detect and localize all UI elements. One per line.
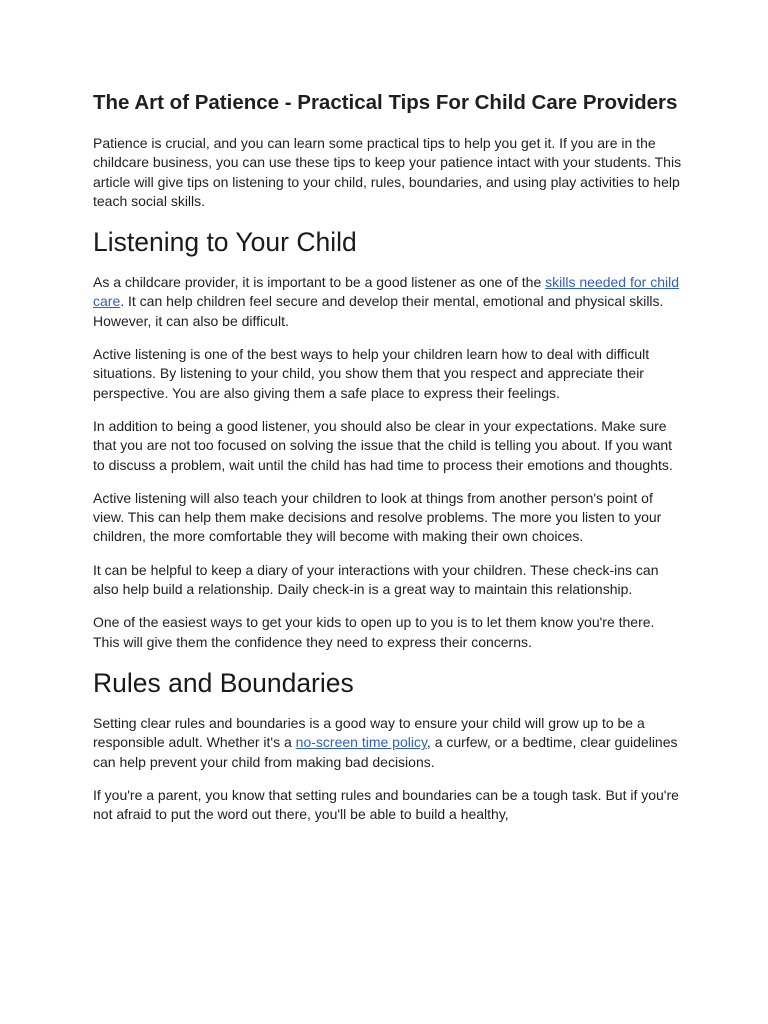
paragraph-text: Setting clear rules and boundaries is a good way to ensure your child will grow up to be a responsible adult. Whether it's a — [93, 714, 645, 751]
paragraph-text: . It can help children feel secure and develop their mental, emotional and physical skills. However, it can also be difficult. — [93, 293, 664, 329]
skills-needed-link[interactable]: skills needed for child care — [93, 274, 680, 310]
listening-paragraph-4: Active listening will also teach your children to look at things from another person's point of view. This can help them make decisions and resolve problems. The more you listen to your children, the more comfortable they will become with making their own choices. — [93, 489, 662, 545]
listening-paragraph-6: One of the easiest ways to get your kids to open up to you is to let them know you're there. This will give them the confidence they need to express their concerns. — [93, 614, 655, 650]
paragraph-text: , a curfew, or a bedtime, clear guidelines can help prevent your child from making bad decisions. — [93, 734, 678, 770]
rules-paragraph-2: If you're a parent, you know that setting rules and boundaries can be a tough task. But if you're not afraid to put the word out there, you'll be able to build a healthy, — [93, 786, 679, 823]
listening-paragraph-5: It can be helpful to keep a diary of your interactions with your children. These check-ins can also help build a relationship. Daily check-in is a great way to maintain this relationship. — [93, 561, 659, 598]
section-heading-listening: Listening to Your Child — [93, 227, 357, 258]
section-heading-rules: Rules and Boundaries — [93, 667, 354, 698]
listening-paragraph-3: In addition to being a good listener, you should also be clear in your expectations. Make sure that you are not too focused on solving the issue that the child is telling you about. If you want to discuss a problem, wait until the child has had time to process their emotions and thoughts. — [93, 417, 673, 473]
document-title: The Art of Patience - Practical Tips For Child Care Providers — [93, 91, 678, 114]
listening-paragraph-1 — [93, 273, 683, 331]
rules-paragraph-1 — [93, 714, 683, 772]
document-page — [93, 88, 683, 838]
listening-paragraph-2: Active listening is one of the best ways to help your children learn how to deal with difficult situations. By listening to your child, you show them that you respect and appreciate their perspective. You are also giving them a safe place to express their feelings. — [93, 346, 650, 401]
intro-paragraph: Patience is crucial, and you can learn some practical tips to help you get it. If you are in the childcare business, you can use these tips to keep your patience intact with your students. This article will give tips on listening to your child, rules, boundaries, and using play activities to help teach social skills. — [93, 135, 682, 209]
paragraph-text: As a childcare provider, it is important to be a good listener as one of the — [93, 274, 546, 291]
no-screen-time-link[interactable]: no-screen time policy — [295, 734, 427, 751]
